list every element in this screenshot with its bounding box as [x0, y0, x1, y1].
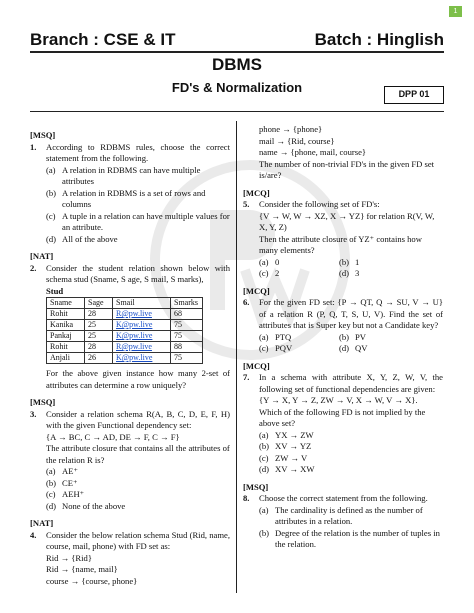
- q7-option-d[interactable]: [259, 464, 443, 476]
- q2-number: 2.: [30, 262, 37, 273]
- q3-question: [30, 409, 230, 432]
- q2-tag: [NAT]: [30, 251, 54, 261]
- q4-fd: name → {phone, mail, course}: [259, 147, 367, 157]
- option-text: ZW → V: [275, 452, 308, 463]
- option-label: (b): [46, 187, 57, 198]
- topic-title: FD's & Normalization: [171, 80, 303, 95]
- header-divider: [30, 51, 444, 53]
- q7-number: 7.: [243, 372, 250, 382]
- stud-table: [46, 297, 203, 364]
- q1-number: 1.: [30, 141, 37, 152]
- option-label: (b): [259, 441, 270, 451]
- q8-option-b[interactable]: [259, 528, 443, 551]
- q7-question: [243, 372, 443, 395]
- table-row: [47, 320, 203, 331]
- option-text: A relation in RDBMS is a set of rows and columns: [62, 187, 206, 209]
- option-label: (c): [259, 268, 269, 278]
- table-cell: 75: [171, 331, 203, 342]
- table-cell: 88: [171, 342, 203, 353]
- option-text: A relation in RDBMS can have multiple attributes: [62, 164, 201, 186]
- right-column: [243, 124, 443, 551]
- q3-tag: [MSQ]: [30, 397, 56, 407]
- table-cell: 75: [171, 353, 203, 364]
- q4-fd: Rid → {name, mail}: [46, 564, 118, 574]
- option-label: (d): [339, 343, 350, 353]
- email-link[interactable]: K@pw.live: [113, 320, 171, 331]
- option-text: 2: [275, 268, 280, 278]
- table-row: [47, 331, 203, 342]
- option-label: (a): [259, 429, 269, 440]
- q6-option-c[interactable]: [259, 343, 339, 355]
- q2-question: [30, 263, 230, 286]
- q8-question: [243, 493, 443, 505]
- q6-tag: [MCQ]: [243, 285, 270, 296]
- q6-options-row: [243, 332, 443, 344]
- q3-option-b[interactable]: [46, 478, 230, 490]
- option-label: (b): [339, 331, 350, 342]
- option-text: CE⁺: [62, 477, 78, 488]
- option-text: The cardinality is defined as the number of attributes in a relation.: [275, 504, 423, 526]
- q3-option-a[interactable]: [46, 466, 230, 478]
- q3-option-d[interactable]: [46, 501, 230, 513]
- q4-tag: [NAT]: [30, 518, 54, 528]
- table-row: [47, 309, 203, 320]
- q7-tag: [MCQ]: [243, 360, 270, 371]
- q8-number: 8.: [243, 493, 250, 503]
- header: [30, 30, 444, 50]
- stud-table-title: Stud: [46, 285, 64, 296]
- option-text: QV: [355, 343, 368, 353]
- email-link[interactable]: R@pw.live: [113, 342, 171, 353]
- q6-text: For the given FD set: {P → QT, Q → SU, V → U} of a relation R (P, Q, T, S, U, V). Find the set of attributes that is Super key but not a Candidate key?: [259, 297, 443, 330]
- option-text: Degree of the relation is the number of tuples in the relation.: [275, 527, 440, 549]
- email-link[interactable]: K@pw.live: [113, 331, 171, 342]
- q5-option-b[interactable]: [339, 257, 419, 269]
- table-cell: 75: [171, 320, 203, 331]
- page-number: 1: [449, 6, 462, 17]
- table-cell: Rohit: [47, 309, 85, 320]
- q4-fd: mail → {Rid, course}: [259, 135, 335, 146]
- option-label: (d): [259, 464, 270, 474]
- table-header-row: [47, 298, 203, 309]
- option-label: (b): [46, 477, 57, 488]
- column-header: Sage: [85, 298, 113, 309]
- table-row: [47, 342, 203, 353]
- q4-number: 4.: [30, 529, 37, 540]
- q3-text: Consider a relation schema R(A, B, C, D, E, F, H) with the given Functional dependency set:: [46, 408, 230, 430]
- dpp-badge: DPP 01: [384, 86, 444, 104]
- q4-ask: The number of non-trivial FD's in the given FD set is/are?: [259, 158, 435, 180]
- q5-option-d[interactable]: [339, 268, 419, 280]
- option-label: (a): [46, 466, 56, 476]
- option-text: PTQ: [275, 331, 292, 342]
- option-text: YX → ZW: [275, 429, 314, 440]
- q6-option-a[interactable]: [259, 332, 339, 344]
- column-header: Smarks: [171, 298, 203, 309]
- column-header: Sname: [47, 298, 85, 309]
- q8-text: Choose the correct statement from the following.: [259, 493, 428, 503]
- branch-label: Branch : CSE & IT: [30, 30, 176, 49]
- option-label: (d): [46, 500, 57, 511]
- option-text: None of the above: [62, 500, 126, 511]
- option-label: (c): [46, 489, 56, 499]
- option-text: All of the above: [62, 233, 118, 244]
- option-label: (a): [259, 256, 269, 267]
- option-label: (c): [46, 210, 56, 221]
- table-cell: 28: [85, 309, 113, 320]
- batch-label: Batch : Hinglish: [314, 30, 444, 49]
- q3-number: 3.: [30, 408, 37, 419]
- option-label: (d): [339, 268, 350, 278]
- option-label: (b): [259, 527, 270, 538]
- q4-text: Consider the below relation schema Stud (Rid, name, course, mail, phone) with FD set as:: [46, 529, 230, 551]
- q3-ask: The attribute closure that contains all the attributes of the relation R is?: [46, 443, 230, 465]
- q7-ask: Which of the following FD is not implied by the above set?: [259, 406, 426, 428]
- q7-option-a[interactable]: [259, 430, 443, 442]
- q5-ask: Then the attribute closure of YZ⁺ contains how many elements?: [259, 233, 422, 255]
- table-cell: Rohit: [47, 342, 85, 353]
- option-text: 1: [355, 256, 360, 267]
- option-label: (a): [46, 164, 56, 175]
- q3-option-c[interactable]: [46, 489, 230, 501]
- q6-option-b[interactable]: [339, 332, 419, 344]
- table-cell: 25: [85, 320, 113, 331]
- q5-option-a[interactable]: [259, 257, 339, 269]
- option-text: AE⁺: [62, 466, 78, 476]
- option-label: (a): [259, 504, 269, 515]
- left-column: [30, 124, 230, 587]
- q6-options-row: [243, 343, 443, 355]
- q5-tag: [MCQ]: [243, 187, 270, 198]
- column-header: Smail: [113, 298, 171, 309]
- q1-text: According to RDBMS rules, choose the correct statement from the following.: [46, 141, 230, 163]
- q5-options-row: [243, 257, 443, 269]
- q5-fdset: {V → W, W → XZ, X → YZ} for relation R(V, W, X, Y, Z): [259, 210, 435, 232]
- table-cell: 25: [85, 331, 113, 342]
- subject-title: DBMS: [211, 55, 263, 74]
- option-label: (c): [259, 452, 269, 463]
- q6-question: [243, 297, 443, 332]
- q6-number: 6.: [243, 297, 250, 307]
- q6-option-d[interactable]: [339, 343, 419, 355]
- option-label: (d): [46, 233, 57, 244]
- q4-fd: Rid → {Rid}: [46, 552, 92, 563]
- q4-question: [30, 530, 230, 553]
- q1-option-d[interactable]: [46, 234, 230, 246]
- option-text: AEH⁺: [62, 489, 85, 499]
- q2-text: Consider the student relation shown below with schema stud (Sname, S age, S mail, S marks),: [46, 262, 230, 284]
- q5-question: [243, 199, 443, 211]
- q1-question: [30, 142, 230, 165]
- table-row: [47, 353, 203, 364]
- q7-fdset: {Y → X, Y → Z, ZW → V, X → W, V → X}.: [259, 395, 418, 405]
- option-label: (b): [339, 256, 350, 267]
- option-label: (c): [259, 343, 269, 353]
- q7-option-c[interactable]: [259, 453, 443, 465]
- q4-fd: course → {course, phone}: [46, 575, 138, 586]
- q8-option-a[interactable]: [259, 505, 443, 528]
- q5-options-row: [243, 268, 443, 280]
- q7-option-b[interactable]: [259, 441, 443, 453]
- option-text: 0: [275, 256, 280, 267]
- email-link[interactable]: R@pw.live: [113, 309, 171, 320]
- option-text: XV → XW: [275, 464, 315, 474]
- q3-fdset: {A → BC, C → AD, DE → F, C → F}: [46, 431, 180, 442]
- option-text: XV → YZ: [275, 441, 312, 451]
- table-cell: 28: [85, 342, 113, 353]
- q8-tag: [MSQ]: [243, 481, 269, 492]
- q1-option-a[interactable]: [46, 165, 230, 188]
- title-divider: [30, 111, 444, 112]
- q1-option-b[interactable]: [46, 188, 230, 211]
- table-cell: Pankaj: [47, 331, 85, 342]
- q7-text: In a schema with attribute X, Y, Z, W, V, the following set of functional dependencies are given:: [259, 372, 443, 394]
- table-cell: Anjali: [47, 353, 85, 364]
- q5-text: Consider the following set of FD's:: [259, 199, 380, 209]
- q5-option-c[interactable]: [259, 268, 339, 280]
- option-text: A tuple in a relation can have multiple values for an attribute.: [62, 210, 230, 232]
- option-text: PQV: [275, 343, 293, 353]
- option-text: PV: [355, 331, 366, 342]
- option-text: 3: [355, 268, 360, 278]
- q4-fd: phone → {phone}: [259, 124, 323, 134]
- q2-ask: For the above given instance how many 2-set of attributes can determine a row uniquely?: [46, 368, 230, 390]
- table-cell: 26: [85, 353, 113, 364]
- option-label: (a): [259, 331, 269, 342]
- email-link[interactable]: K@pw.live: [113, 353, 171, 364]
- table-cell: 68: [171, 309, 203, 320]
- q1-option-c[interactable]: [46, 211, 230, 234]
- table-cell: Kanika: [47, 320, 85, 331]
- q5-number: 5.: [243, 199, 250, 209]
- q1-tag: [MSQ]: [30, 130, 56, 140]
